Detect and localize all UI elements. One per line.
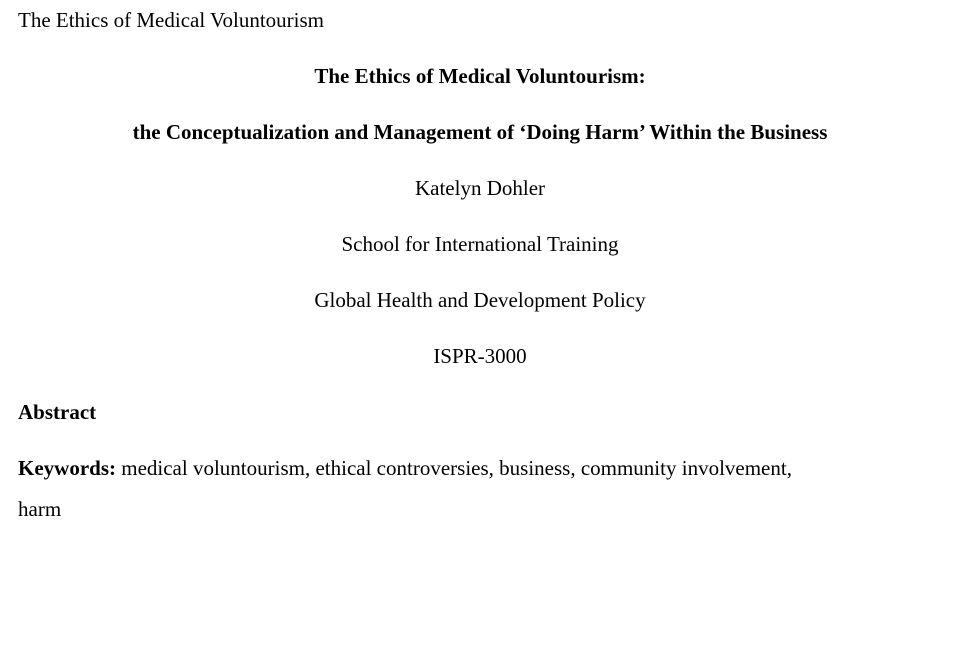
- course-code: ISPR-3000: [433, 344, 527, 368]
- institution-name: School for International Training: [341, 232, 619, 256]
- author-name: Katelyn Dohler: [414, 176, 546, 200]
- running-head: The Ethics of Medical Voluntourism: [18, 8, 325, 32]
- program-name: Global Health and Development Policy: [314, 288, 646, 312]
- keywords-list-line-2: harm: [18, 497, 62, 521]
- keywords-list-line-1: medical voluntourism, ethical controversies, business, community involvement,: [116, 456, 792, 480]
- paper-title-line-2: the Conceptualization and Management of ‘Doing Harm’ Within the Business: [132, 120, 828, 144]
- keywords-paragraph: [18, 448, 942, 530]
- paper-title-line-1: The Ethics of Medical Voluntourism:: [314, 64, 646, 88]
- keywords-label: Keywords:: [18, 456, 116, 480]
- abstract-heading: Abstract: [18, 400, 97, 424]
